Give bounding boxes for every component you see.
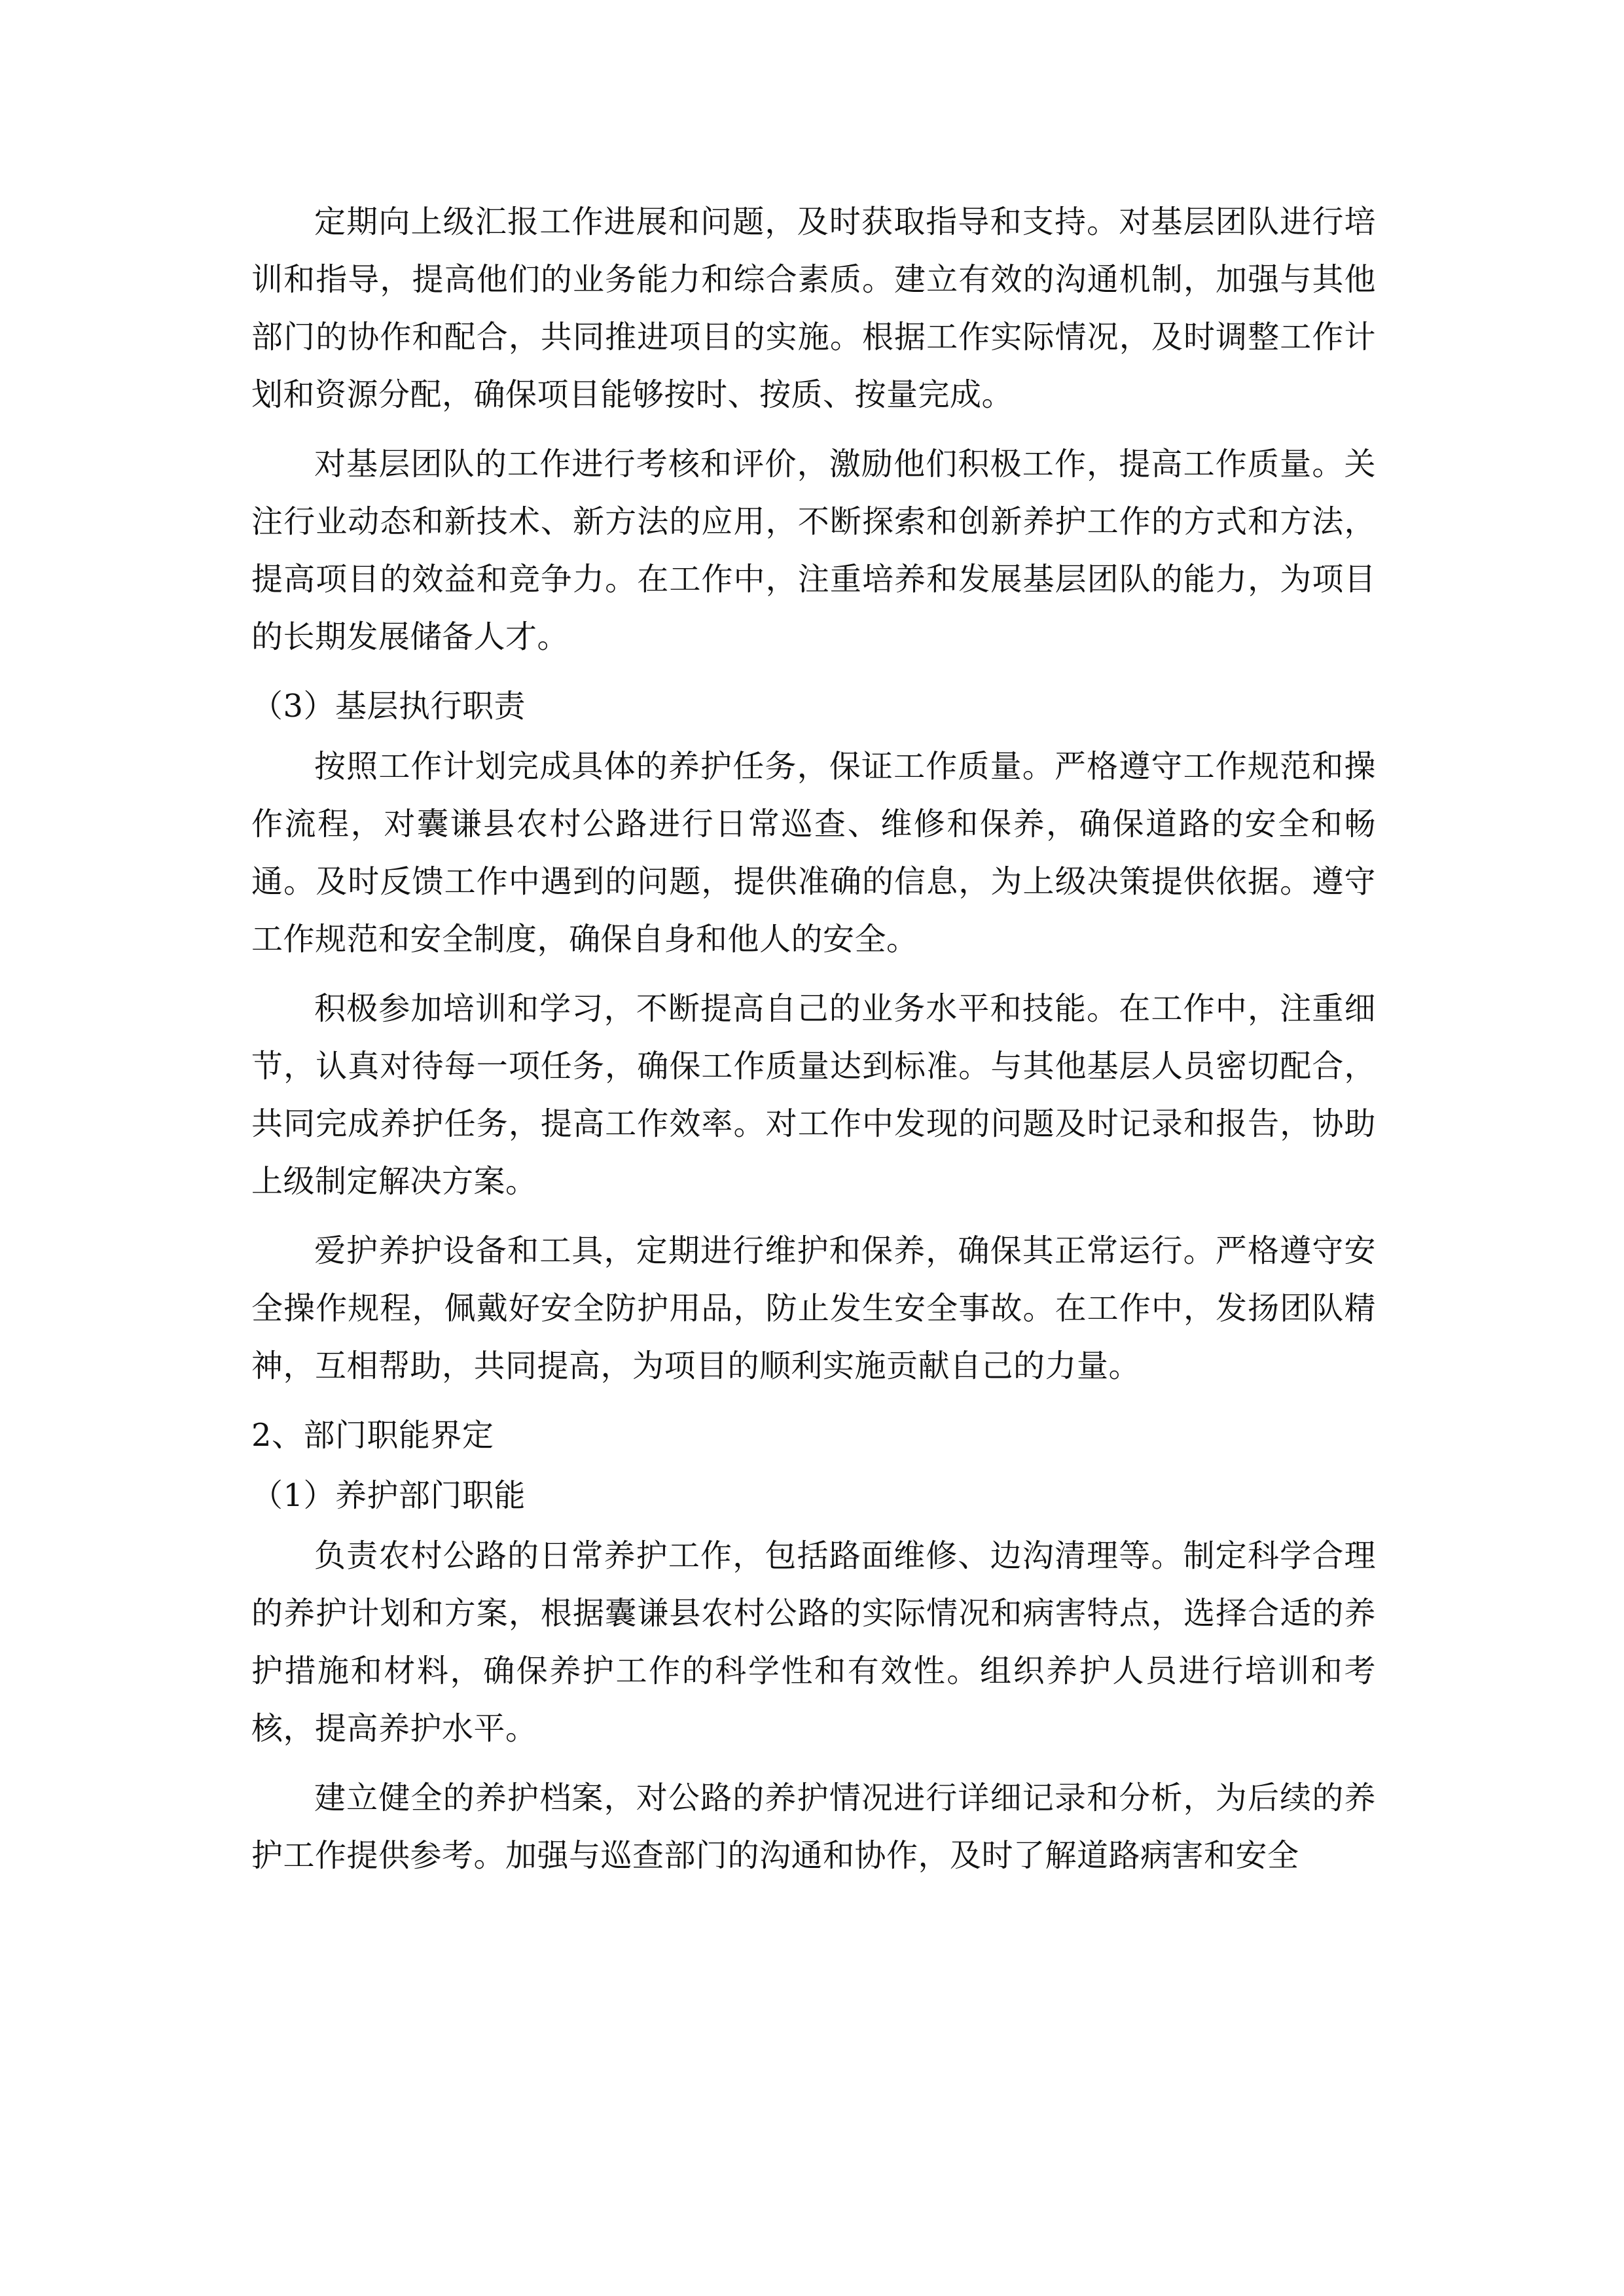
paragraph-assessment-and-innovation: 对基层团队的工作进行考核和评价，激励他们积极工作，提高工作质量。关注行业动态和新技术、新方法的应用，不断探索和创新养护工作的方式和方法，提高项目的效益和竞争力。在工作中，注重培养和发展基层团队的能力，为项目的长期发展储备人才。 bbox=[251, 446, 1376, 655]
paragraph-report-and-training: 定期向上级汇报工作进展和问题，及时获取指导和支持。对基层团队进行培训和指导，提高他们的业务能力和综合素质。建立有效的沟通机制，加强与其他部门的协作和配合，共同推进项目的实施。根据工作实际情况，及时调整工作计划和资源分配，确保项目能够按时、按质、按量完成。 bbox=[251, 204, 1376, 413]
heading-department-functions: 2、部门职能界定 bbox=[251, 1417, 494, 1454]
paragraph-equipment-and-safety: 爱护养护设备和工具，定期进行维护和保养，确保其正常运行。严格遵守安全操作规程，佩戴好安全防护用品，防止发生安全事故。在工作中，发扬团队精神，互相帮助，共同提高，为项目的顺利实施贡献自己的力量。 bbox=[251, 1232, 1376, 1384]
heading-maintenance-department: （1）养护部门职能 bbox=[251, 1477, 526, 1514]
paragraph-training-and-cooperation: 积极参加培训和学习，不断提高自己的业务水平和技能。在工作中，注重细节，认真对待每一项任务，确保工作质量达到标准。与其他基层人员密切配合，共同完成养护任务，提高工作效率。对工作中发现的问题及时记录和报告，协助上级制定解决方案。 bbox=[251, 990, 1376, 1200]
paragraph-maintenance-tasks: 按照工作计划完成具体的养护任务，保证工作质量。严格遵守工作规范和操作流程，对囊谦县农村公路进行日常巡查、维修和保养，确保道路的安全和畅通。及时反馈工作中遇到的问题，提供准确的信息，为上级决策提供依据。遵守工作规范和安全制度，确保自身和他人的安全。 bbox=[251, 748, 1376, 958]
paragraph-maintenance-records: 建立健全的养护档案，对公路的养护情况进行详细记录和分析，为后续的养护工作提供参考。加强与巡查部门的沟通和协作，及时了解道路病害和安全 bbox=[251, 1780, 1376, 1874]
heading-grassroots-duties: （3）基层执行职责 bbox=[251, 688, 526, 725]
document-body bbox=[251, 193, 1376, 1896]
paragraph-maintenance-department-duties: 负责农村公路的日常养护工作，包括路面维修、边沟清理等。制定科学合理的养护计划和方案，根据囊谦县农村公路的实际情况和病害特点，选择合适的养护措施和材料，确保养护工作的科学性和有效性。组织养护人员进行培训和考核，提高养护水平。 bbox=[251, 1537, 1376, 1747]
